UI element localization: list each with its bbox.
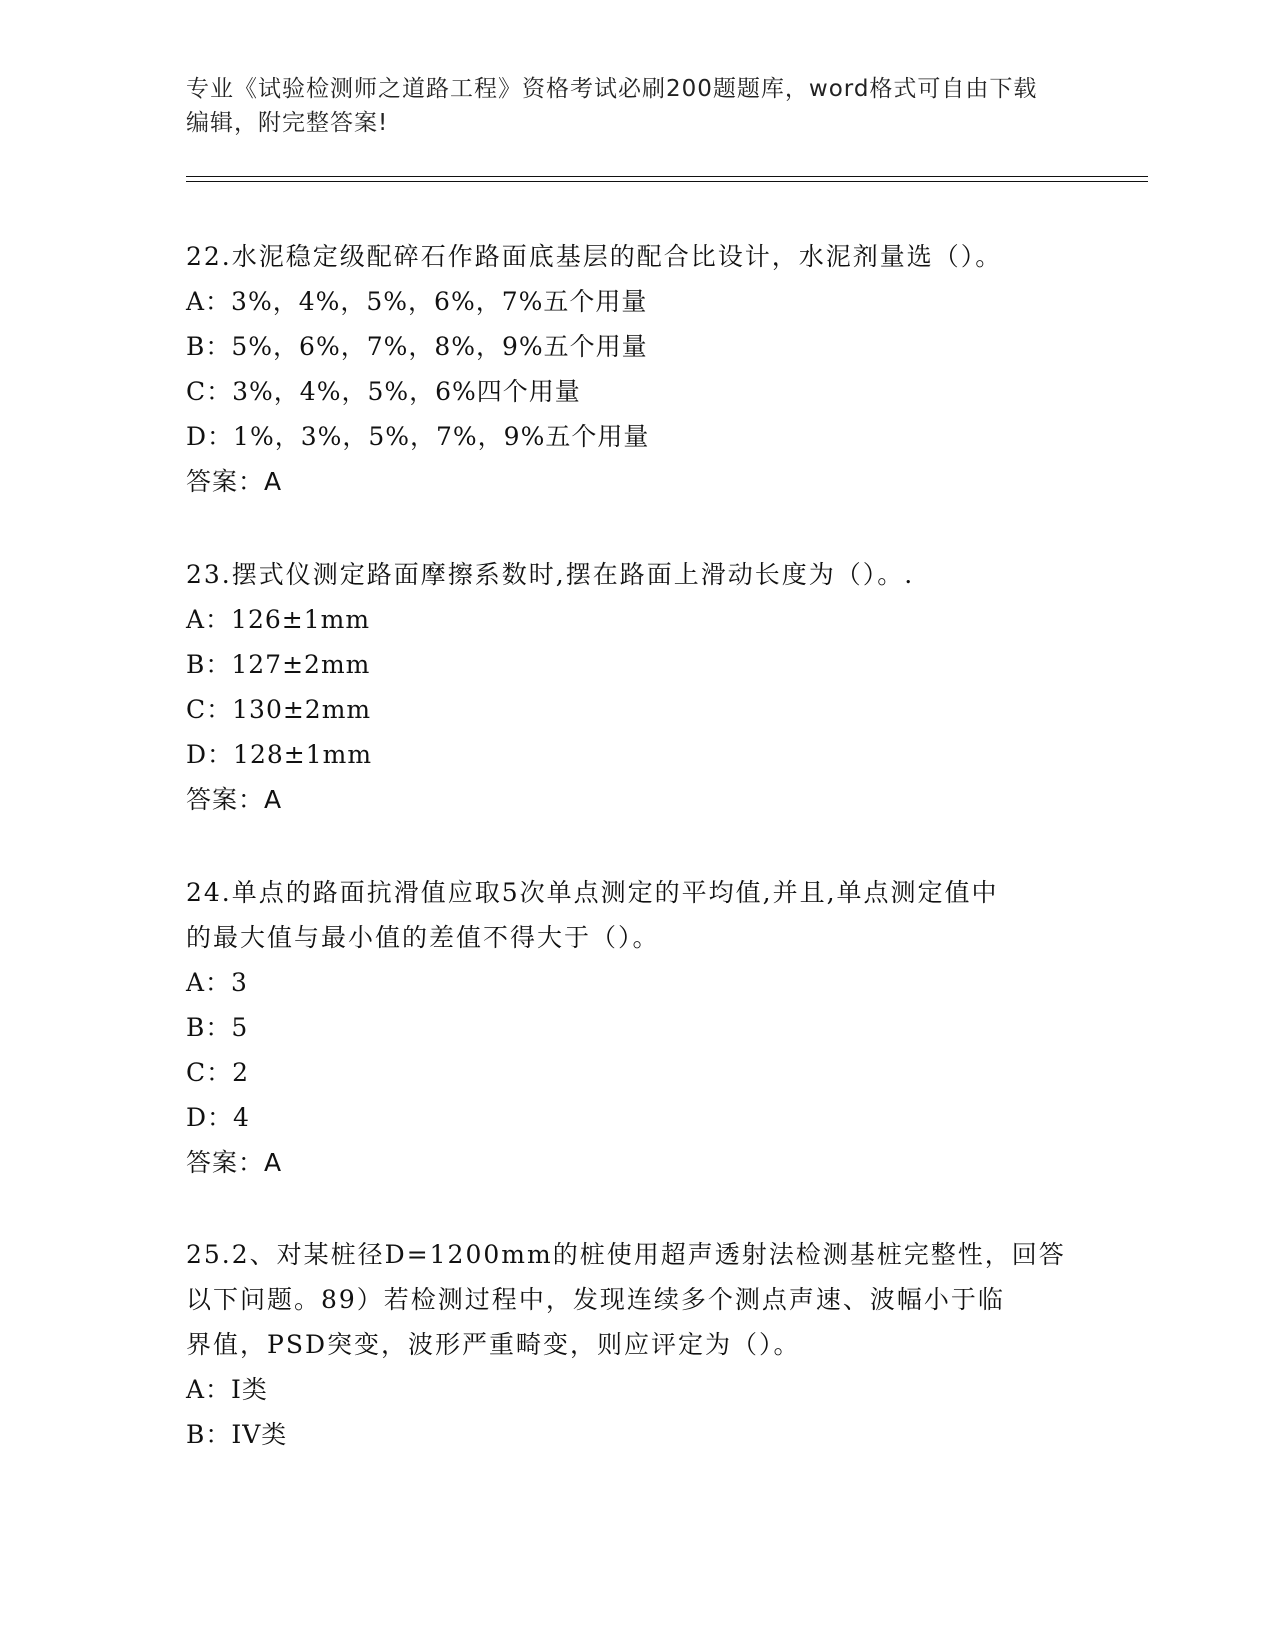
- option-b: B：IV类: [186, 1420, 288, 1449]
- question-text: 23.摆式仪测定路面摩擦系数时,摆在路面上滑动长度为（）。.: [186, 560, 915, 589]
- option-b: B：127±2mm: [186, 650, 371, 679]
- option-a: A：3: [186, 968, 248, 997]
- option-c: C：130±2mm: [186, 695, 372, 724]
- option-d: D：4: [186, 1103, 250, 1132]
- question-22: [186, 234, 1086, 504]
- option-a: A：126±1mm: [186, 605, 371, 634]
- question-text-line-2: 的最大值与最小值的差值不得大于（）。: [186, 923, 660, 952]
- answer: 答案：A: [186, 467, 283, 496]
- option-d: D：1%，3%，5%，7%，9%五个用量: [186, 422, 650, 451]
- answer: 答案：A: [186, 1148, 283, 1177]
- option-a: A：I类: [186, 1375, 268, 1404]
- header-line-1: 专业《试验检测师之道路工程》资格考试必刷200题题库，word格式可自由下载: [186, 76, 1038, 102]
- option-d: D：128±1mm: [186, 740, 373, 769]
- question-text: 22.水泥稳定级配碎石作路面底基层的配合比设计，水泥剂量选（）。: [186, 242, 1003, 271]
- answer: 答案：A: [186, 785, 283, 814]
- header-divider-top: [186, 176, 1148, 177]
- document-header: [186, 72, 1076, 140]
- option-b: B：5: [186, 1013, 249, 1042]
- option-c: C：3%，4%，5%，6%四个用量: [186, 377, 581, 406]
- question-text-line-1: 24.单点的路面抗滑值应取5次单点测定的平均值,并且,单点测定值中: [186, 878, 999, 907]
- header-line-2: 编辑，附完整答案!: [186, 110, 389, 136]
- question-23: [186, 552, 1086, 822]
- option-a: A：3%，4%，5%，6%，7%五个用量: [186, 287, 648, 316]
- question-25: [186, 1232, 1086, 1457]
- option-b: B：5%，6%，7%，8%，9%五个用量: [186, 332, 648, 361]
- header-divider-bottom: [186, 181, 1148, 182]
- question-24: [186, 870, 1086, 1185]
- question-text-line-1: 25.2、对某桩径D=1200mm的桩使用超声透射法检测基桩完整性，回答: [186, 1240, 1066, 1269]
- question-text-line-2: 以下问题。89）若检测过程中，发现连续多个测点声速、波幅小于临: [186, 1285, 1005, 1314]
- question-text-line-3: 界值，PSD突变，波形严重畸变，则应评定为（）。: [186, 1330, 801, 1359]
- option-c: C：2: [186, 1058, 250, 1087]
